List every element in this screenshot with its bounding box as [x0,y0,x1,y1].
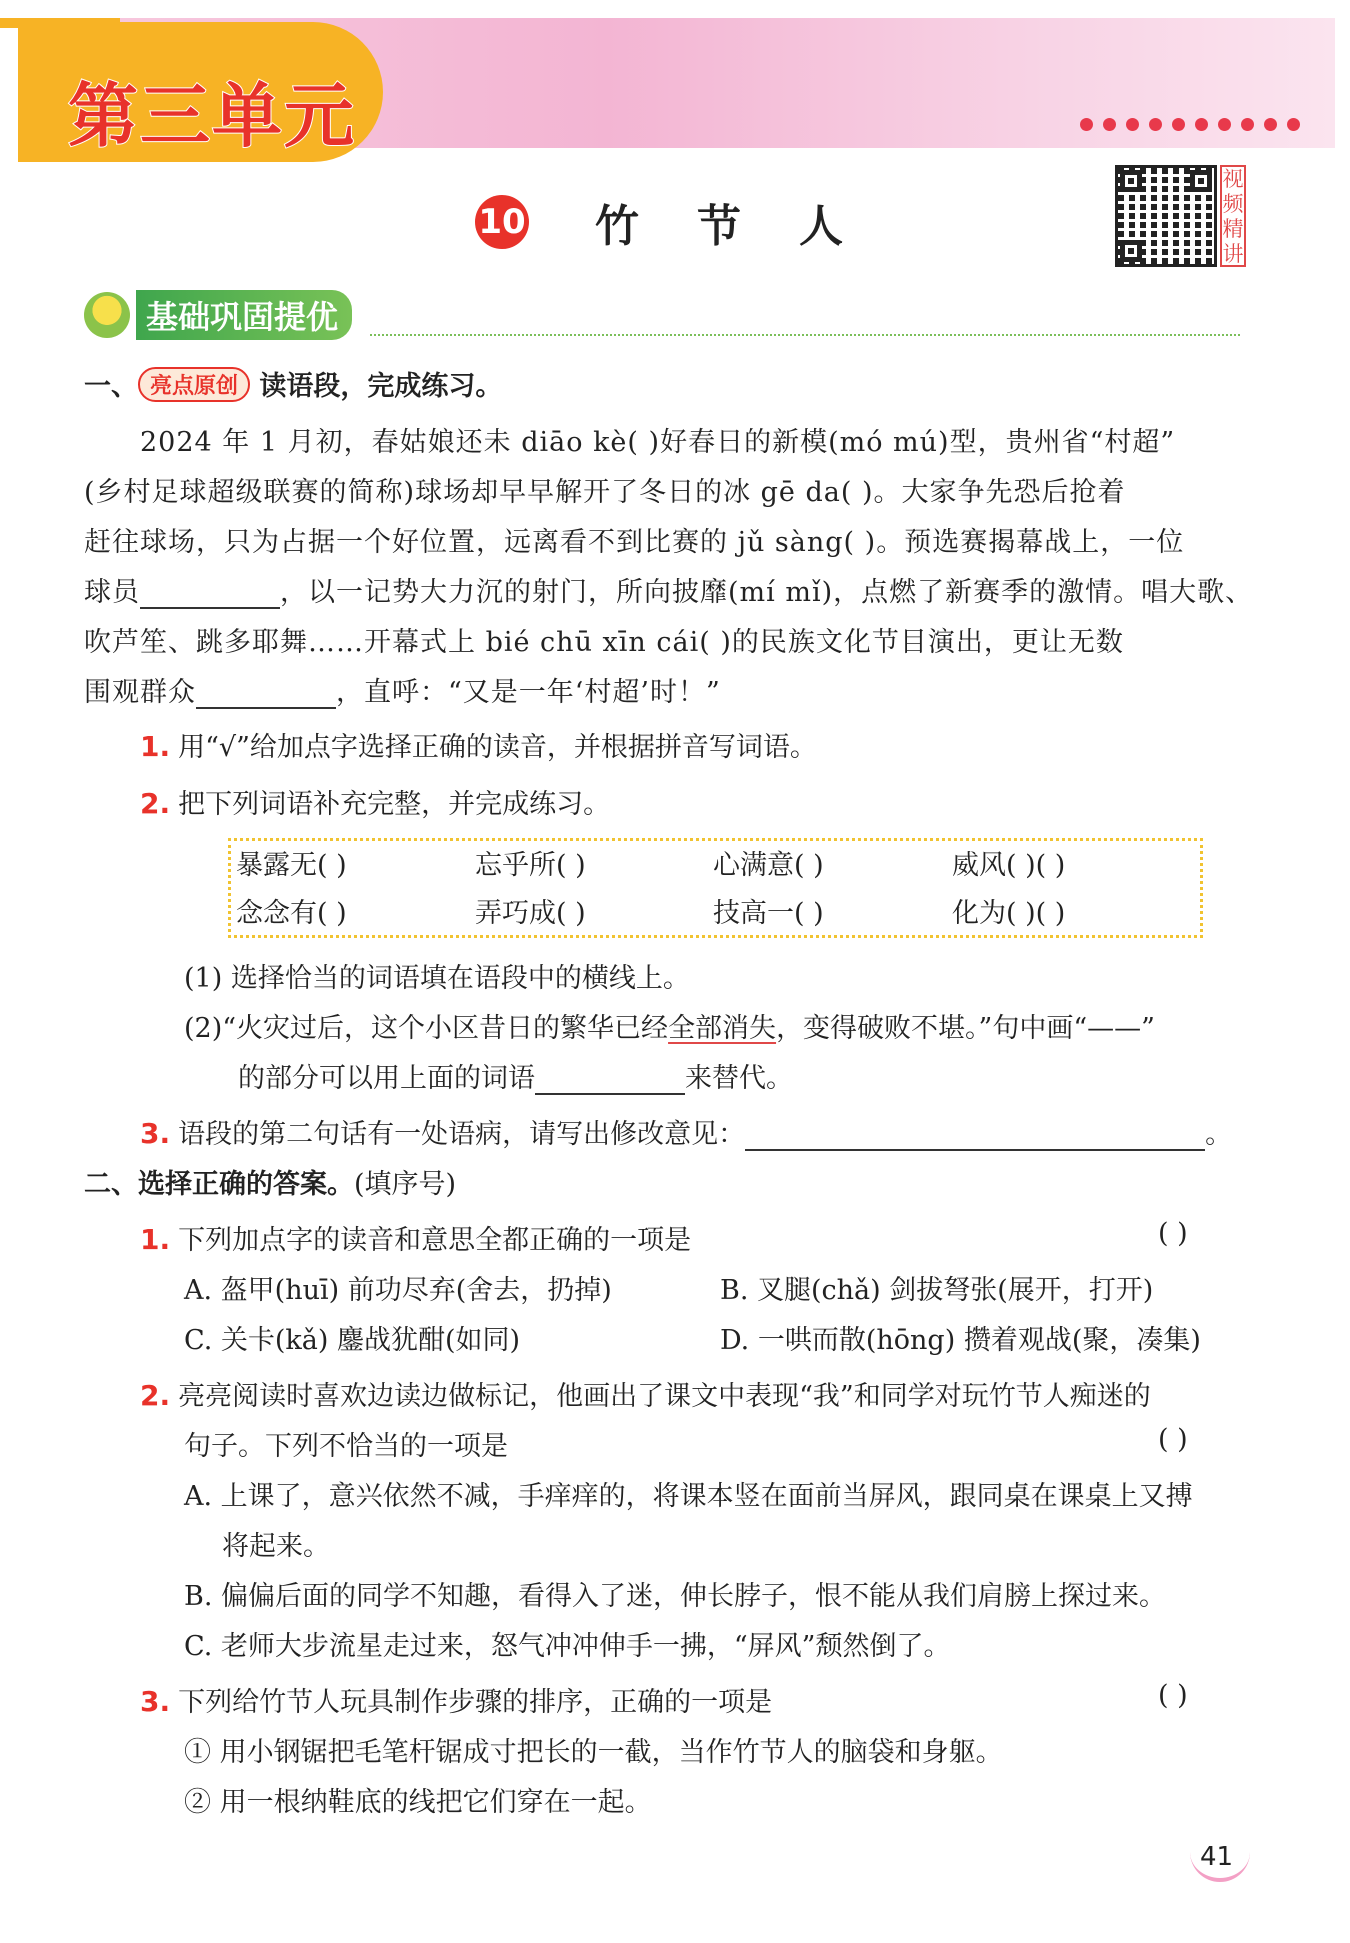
passage-line: 球员 ，以一记势大力沉的射门，所向披靡(mí mǐ)，点燃了新赛季的激情。唱大歌、 [84,577,1254,608]
part2-heading: 二、选择正确的答案。(填序号) [84,1169,457,1200]
option-a-cont: 将起来。 [222,1531,330,1562]
section-divider [370,334,1240,336]
word-item: 暴露无( ) [236,850,347,881]
question-1: 1. 用“√”给加点字选择正确的读音，并根据拼音写词语。 [140,730,817,763]
word-item: 威风( )( ) [952,850,1066,881]
word-item: 心满意( ) [713,850,824,881]
question-2: 2. 把下列词语补充完整，并完成练习。 [140,787,611,820]
word-item: 忘乎所( ) [475,850,586,881]
section-header [84,292,352,338]
word-item: 技高一( ) [713,898,824,929]
option-c: C. 关卡(kǎ) 鏖战犹酣(如同) [184,1325,521,1356]
answer-paren[interactable]: ( ) [1158,1680,1188,1711]
answer-paren[interactable]: ( ) [1158,1218,1188,1249]
page-number: 41 [1200,1842,1234,1872]
option-b: B. 叉腿(chǎ) 剑拔弩张(展开，打开) [720,1275,1154,1306]
header-dots [1080,118,1300,131]
original-badge: 亮点原创 [138,367,250,402]
question-3: 3. 语段的第二句话有一处语病，请写出修改意见： 。 [140,1117,1233,1150]
passage-line: 赶往球场，只为占据一个好位置，远离看不到比赛的 jǔ sàng( )。预选赛揭幕战上，一位 [84,527,1185,558]
lightbulb-icon [84,292,130,338]
q2-sub2: (2)“火灾过后，这个小区昔日的繁华已经全部消失，变得破败不堪。”句中画“——” [184,1013,1155,1044]
lesson-title-char: 节 [697,201,747,252]
word-item: 化为( )( ) [952,898,1066,929]
option-a: A. 盔甲(huī) 前功尽弃(舍去，扔掉) [184,1275,612,1306]
step-item: ① 用小钢锯把毛笔杆锯成寸把长的一截，当作竹节人的脑袋和身躯。 [184,1737,1003,1768]
choice-question-3: 3. 下列给竹节人玩具制作步骤的排序，正确的一项是 [140,1685,773,1718]
lesson-title-char: 人 [799,201,849,252]
option-d: D. 一哄而散(hōng) 攒着观战(聚，凑集) [720,1325,1201,1356]
choice-question-2: 2. 亮亮阅读时喜欢边读边做标记，他画出了课文中表现“我”和同学对玩竹节人痴迷的 [140,1379,1151,1412]
option-b: B. 偏偏后面的同学不知趣，看得入了迷，伸长脖子，恨不能从我们肩膀上探过来。 [184,1581,1167,1612]
qr-video-label: 视频精讲 [1220,165,1246,267]
answer-line[interactable] [745,1121,1205,1151]
choice-question-2-cont: 句子。下列不恰当的一项是 [184,1431,508,1462]
passage-line: 吹芦笙、跳多耶舞……开幕式上 bié chū xīn cái( )的民族文化节目演出，更让无数 [84,627,1124,658]
word-item: 念念有( ) [236,898,347,929]
blank-line[interactable] [196,679,336,709]
choice-question-1: 1. 下列加点字的读音和意思全都正确的一项是 [140,1223,692,1256]
q2-sub1: (1) 选择恰当的词语填在语段中的横线上。 [184,963,690,994]
word-item: 弄巧成( ) [475,898,586,929]
unit-title: 第三单元 [68,75,356,157]
lesson-number: 10 [475,195,529,249]
blank-line[interactable] [535,1065,685,1095]
qr-code[interactable] [1115,165,1217,267]
passage-line: 围观群众 ，直呼：“又是一年‘村超’时！” [84,677,721,708]
option-c: C. 老师大步流星走过来，怒气冲冲伸手一拂，“屏风”颓然倒了。 [184,1631,951,1662]
option-a: A. 上课了，意兴依然不减，手痒痒的，将课本竖在面前当屏风，跟同桌在课桌上又搏 [184,1481,1193,1512]
section-label: 基础巩固提优 [136,290,352,340]
passage-line: (乡村足球超级联赛的简称)球场却早早解开了冬日的冰 gē da( )。大家争先恐后抢着 [84,477,1126,508]
passage-line: 2024 年 1 月初，春姑娘还未 diāo kè( )好春日的新模(mó mú)型，贵州省“村超” [140,427,1176,458]
answer-paren[interactable]: ( ) [1158,1424,1188,1455]
step-item: ② 用一根纳鞋底的线把它们穿在一起。 [184,1787,652,1818]
q2-sub2-cont: 的部分可以用上面的词语 来替代。 [238,1063,793,1094]
part1-heading: 一、 亮点原创 读语段，完成练习。 [84,364,502,403]
lesson-title-char: 竹 [595,201,645,252]
blank-line[interactable] [140,579,280,609]
